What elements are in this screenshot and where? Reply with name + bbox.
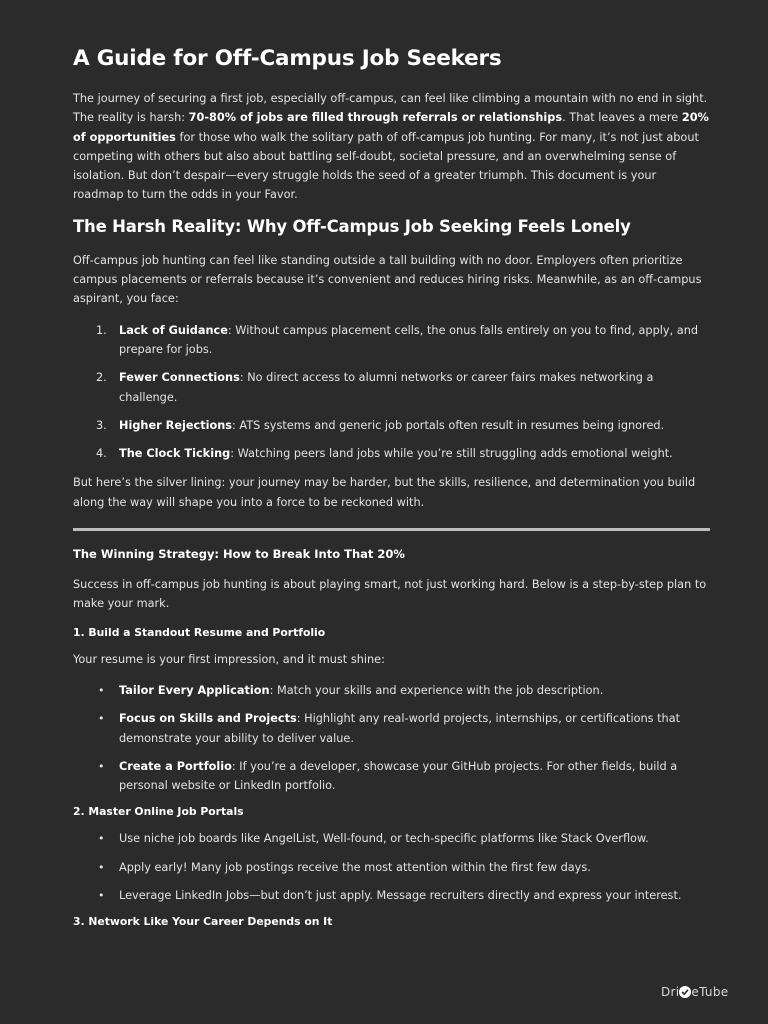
job-portals-list [73,829,710,905]
resume-tips-list [73,681,710,795]
list-item-text: Use niche job boards like AngelList, Well-found, or tech-specific platforms like Stack Overflow. [119,832,649,846]
intro-paragraph [73,89,710,205]
step1-heading: 1. Build a Standout Resume and Portfolio [73,625,326,639]
list-item [73,321,710,360]
list-item-text: Leverage LinkedIn Jobs—but don’t just apply. Message recruiters directly and express your interest. [119,889,682,903]
list-item [73,709,710,748]
bullet-icon: • [98,860,105,874]
list-item-text: : ATS systems and generic job portals often result in resumes being ignored. [232,418,665,432]
logo-text-left: Dri [661,985,680,999]
intro-bold-1: 70-80% of jobs are filled through referrals or relationships [188,111,563,125]
section-heading-winning-strategy: The Winning Strategy: How to Break Into That 20% [73,547,405,562]
step2-heading: 2. Master Online Job Portals [73,805,244,819]
list-item [73,444,710,463]
bullet-icon: • [98,832,105,846]
list-number: 1. [96,323,107,337]
list-item-title: The Clock Ticking [119,447,231,461]
page-title: A Guide for Off-Campus Job Seekers [73,46,502,71]
list-item [73,829,710,848]
list-item-title: Create a Portfolio [119,759,232,773]
list-item [73,757,710,796]
list-item-text: : Match your skills and experience with the job description. [269,683,604,697]
bullet-icon: • [98,759,105,773]
list-item-text: : Highlight any real-world projects, internships, or certifications that demonstrate your ability to deliver value. [119,712,681,745]
list-item [73,681,710,700]
intro-text-2: . That leaves a mere [562,111,682,125]
section-divider [73,528,710,531]
section-heading-harsh-reality: The Harsh Reality: Why Off-Campus Job Seeking Feels Lonely [73,216,631,236]
list-number: 2. [96,371,107,385]
list-item-text: : No direct access to alumni networks or career fairs makes networking a challenge. [119,371,654,404]
list-item [73,368,710,407]
list-item-text: : Without campus placement cells, the onus falls entirely on you to find, apply, and prepare for jobs. [119,323,699,356]
list-item-title: Higher Rejections [119,418,233,432]
intro-bold-2: 20% of opportunities [73,111,709,144]
list-item-title: Lack of Guidance [119,323,228,337]
step3-heading: 3. Network Like Your Career Depends on It [73,915,333,929]
list-item [73,886,710,905]
section1-paragraph: Off-campus job hunting can feel like standing outside a tall building with no door. Employers often prioritize campus placements or referrals because it’s convenient and reduces hiring risks. Meanwhile, as an off-campus aspirant, you face: [73,253,702,306]
bullet-icon: • [98,712,105,726]
list-number: 4. [96,447,107,461]
check-circle-icon [679,986,691,998]
list-item-title: Fewer Connections [119,371,240,385]
list-item [73,416,710,435]
challenges-list [73,321,710,464]
section1-closing: But here’s the silver lining: your journey may be harder, but the skills, resilience, and determination you build along the way will shape you into a force to be reckoned with. [73,476,696,509]
intro-text-1: The journey of securing a first job, especially off-campus, can feel like climbing a mountain with no end in sight. The reality is harsh: [73,92,708,125]
bullet-icon: • [98,889,105,903]
bullet-icon: • [98,683,105,697]
logo-text-right: eTube [691,985,729,999]
list-item-text: Apply early! Many job postings receive the most attention within the first few days. [119,860,591,874]
list-item-title: Tailor Every Application [119,683,270,697]
step1-paragraph: Your resume is your first impression, and it must shine: [73,652,385,666]
list-item [73,858,710,877]
list-item-title: Focus on Skills and Projects [119,712,297,726]
list-number: 3. [96,418,107,432]
section2-paragraph: Success in off-campus job hunting is about playing smart, not just working hard. Below is a step-by-step plan to make your mark. [73,578,707,611]
list-item-text: : Watching peers land jobs while you’re still struggling adds emotional weight. [230,447,673,461]
intro-text-3: for those who walk the solitary path of off-campus job hunting. For many, it’s not just about competing with others but also about battling self-doubt, societal pressure, and an overwhelming sense of isolation. But don’t despair—every struggle holds the seed of a greater triumph. This document is your roadmap to turn the odds in your Favor. [73,130,699,202]
list-item-text: : If you’re a developer, showcase your GitHub projects. For other fields, build a personal website or LinkedIn portfolio. [119,759,678,793]
drivetube-logo [661,985,728,999]
